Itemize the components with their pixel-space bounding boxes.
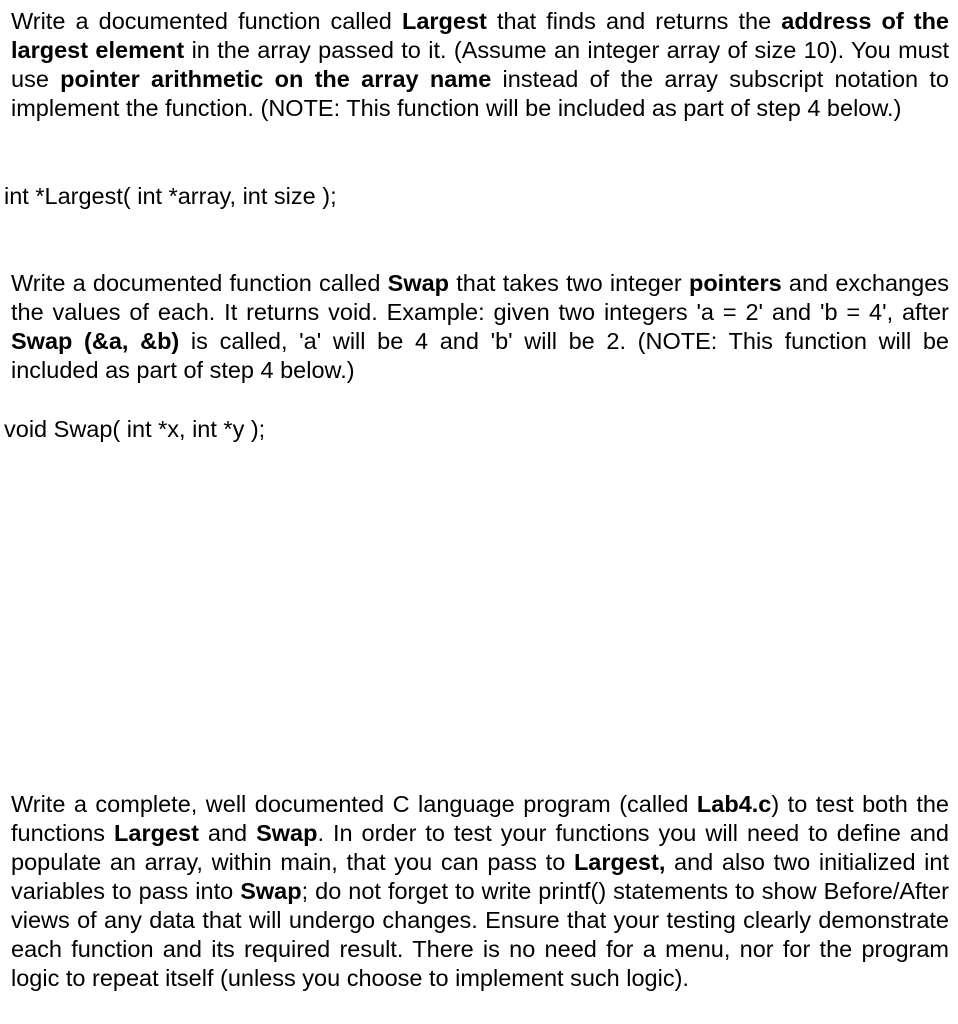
- text-run: ) to test both the functions: [11, 791, 950, 846]
- function-name-largest: Largest: [114, 820, 199, 846]
- text-run: and also two initialized int variables to pass into: [11, 849, 949, 904]
- function-name-largest: Largest: [401, 8, 487, 34]
- text-run: instead of the array subscript notation to implement the function. (NOTE: This function will be included as part of step 4 below.): [11, 66, 949, 121]
- function-name-largest: Largest,: [573, 849, 666, 875]
- text-run: Write a documented function called: [11, 270, 388, 296]
- swap-prototype: void Swap( int *x, int *y );: [4, 416, 266, 442]
- text-run: and exchanges the values of each. It returns void. Example: given two integers 'a = 2' and 'b = 4', after: [11, 270, 950, 325]
- largest-prototype: int *Largest( int *array, int size );: [4, 183, 337, 209]
- text-run: Write a documented function called: [11, 8, 402, 34]
- largest-instructions-paragraph: [11, 7, 949, 123]
- emphasis-pointers: pointers: [688, 270, 782, 296]
- text-run: that finds and returns the: [486, 8, 782, 34]
- text-run: is called, 'a' will be 4 and 'b' will be 2. (NOTE: This function will be included as part of step 4 below.): [11, 328, 950, 383]
- text-run: that takes two integer: [449, 270, 689, 296]
- program-name-lab4: Lab4.c: [696, 791, 772, 817]
- text-run: . In order to test your functions you will need to define and populate an array, within main, that you can pass to: [11, 820, 949, 875]
- function-name-swap: Swap: [240, 878, 302, 904]
- test-program-instructions-paragraph: [11, 790, 949, 993]
- emphasis-address-of-largest: address of the largest element: [11, 8, 949, 63]
- emphasis-swap-call: Swap (&a, &b): [11, 328, 180, 354]
- emphasis-pointer-arithmetic: pointer arithmetic on the array name: [60, 66, 492, 92]
- text-run: ; do not forget to write printf() statements to show Before/After views of any data that will undergo changes. Ensure that your testing clearly demonstrate each function and its required result. There is no need for a menu, nor for the program logic to repeat itself (unless you choose to implement such logic).: [11, 878, 949, 991]
- swap-instructions-paragraph: [11, 269, 949, 385]
- text-run: and: [198, 820, 257, 846]
- text-run: in the array passed to it. (Assume an integer array of size 10). You must use: [11, 37, 949, 92]
- function-name-swap: Swap: [256, 820, 318, 846]
- function-name-swap: Swap: [387, 270, 450, 296]
- text-run: Write a complete, well documented C language program (called: [11, 791, 697, 817]
